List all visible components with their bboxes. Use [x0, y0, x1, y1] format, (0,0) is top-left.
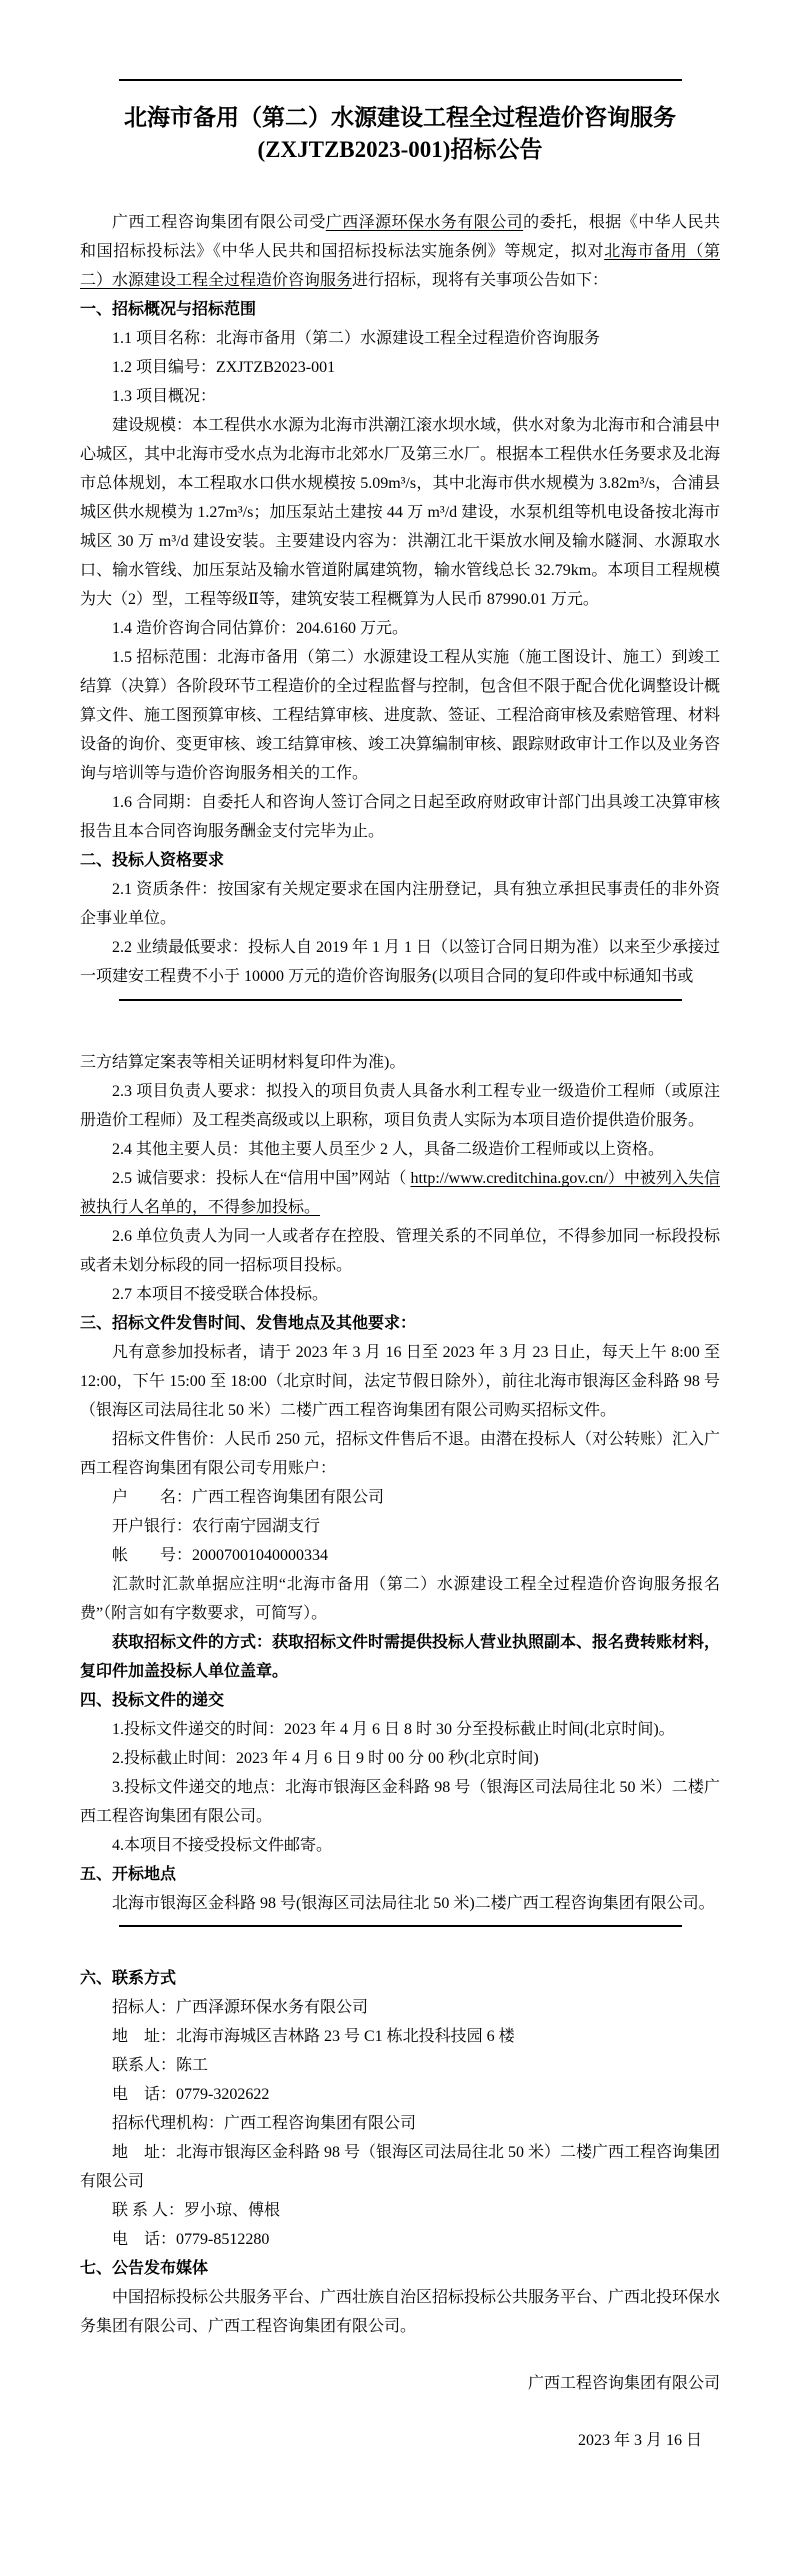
section-4-heading: 四、投标文件的递交: [80, 1692, 225, 1709]
sale-time-paragraph: 凡有意参加投标者，请于 2023 年 3 月 16 日至 2023 年 3 月 23 日止，每天上午 8:00 至 12:00，下午 15:00 至 18:00（北京时间，法定节假日除外），前往北海市银海区金科路 98 号（银海区司法局往北 50 米）二楼广西工程咨询集团有限公司购买招标文件。: [80, 1344, 720, 1419]
agency-address-line: 地 址：北海市银海区金科路 98 号（银海区司法局往北 50 米）二楼广西工程咨询集团有限公司: [80, 2144, 721, 2190]
section-7-heading: 七、公告发布媒体: [80, 2260, 209, 2277]
section-3-heading: 三、招标文件发售时间、发售地点及其他要求：: [80, 1315, 417, 1332]
account-number-line: 帐 号：20007001040000334: [112, 1547, 329, 1564]
publication-media-paragraph: 中国招标投标公共服务平台、广西壮族自治区招标投标公共服务平台、广西北投环保水务集团有限公司、广西工程咨询集团有限公司。: [80, 2289, 721, 2335]
obtain-documents-paragraph: 获取招标文件的方式：获取招标文件时需提供投标人营业执照副本、报名费转账材料，复印件加盖投标人单位盖章。: [80, 1634, 721, 1680]
clause-2-1: 2.1 资质条件：按国家有关规定要求在国内注册登记，具有独立承担民事责任的非外资企事业单位。: [80, 881, 720, 927]
account-name-line: 户 名：广西工程咨询集团有限公司: [112, 1489, 385, 1506]
section-6-heading: 六、联系方式: [80, 1970, 177, 1987]
clause-2-2-part2: 三方结算定案表等相关证明材料复印件为准)。: [80, 1054, 406, 1071]
section-2-heading: 二、投标人资格要求: [80, 852, 225, 869]
construction-scale-paragraph: 建设规模：本工程供水水源为北海市洪潮江滚水坝水域，供水对象为北海市和合浦县中心城区，其中北海市受水点为北海市北郊水厂及第三水厂。根据本工程供水任务要求及北海市总体规划，本工程取水口供水规模按 5.09m³/s，其中北海市供水规模为 3.82m³/s，合浦县城区供水规模为 1.27m³/s；加压泵站土建按 44 万 m³/d 建设，水泵机组等机电设备按北海市城区 30 万 m³/d 建设安装。主要建设内容为：洪潮江北干渠放水闸及输水隧洞、水源取水口、输水管线、加压泵站及输水管道附属建筑物，输水管线总长 32.79km。本项目工程规模为大（2）型，工程等级Ⅱ等，建筑安装工程概算为人民币 87990.01 万元。: [80, 417, 721, 608]
clause-2-5-underlined: ）中被列入失信被执行人名单的，不得参加投标。: [80, 1170, 720, 1216]
deadline-line: 2.投标截止时间：2023 年 4 月 6 日 9 时 00 分 00 秒(北京时间): [112, 1750, 539, 1767]
intro-text-3: 进行招标，现将有关事项公告如下：: [352, 272, 609, 289]
clause-2-7: 2.7 本项目不接受联合体投标。: [112, 1286, 329, 1303]
signature-company: 广西工程咨询集团有限公司: [527, 2375, 720, 2392]
sale-price-paragraph: 招标文件售价：人民币 250 元，招标文件售后不退。由潜在投标人（对公转账）汇入广西工程咨询集团有限公司专用账户：: [80, 1431, 721, 1477]
section-1-heading: 一、招标概况与招标范围: [80, 301, 257, 318]
signature-date: 2023 年 3 月 16 日: [577, 2432, 702, 2449]
agency-contact-line: 联 系 人：罗小琼、傅根: [112, 2202, 281, 2219]
clause-2-3: 2.3 项目负责人要求：拟投入的项目负责人具备水利工程专业一级造价工程师（或原注册造价工程师）及工程类高级或以上职称，项目负责人实际为本项目造价提供造价服务。: [80, 1083, 720, 1129]
clause-1-2: 1.2 项目编号：ZXJTZB2023-001: [112, 359, 336, 376]
tenderer-line: 招标人：广西泽源环保水务有限公司: [112, 1999, 369, 2016]
agency-line: 招标代理机构：广西工程咨询集团有限公司: [112, 2115, 417, 2132]
project-name-underlined: 北海市备用（第二）水源建设工程全过程造价咨询服务: [80, 243, 720, 289]
bid-opening-place-paragraph: 北海市银海区金科路 98 号(银海区司法局往北 50 米)二楼广西工程咨询集团有限公司。: [112, 1895, 715, 1912]
document-title: [80, 102, 720, 166]
credit-china-link[interactable]: http://www.creditchina.gov.cn/: [410, 1170, 608, 1187]
document-title-line1: 北海市备用（第二）水源建设工程全过程造价咨询服务: [124, 105, 676, 130]
intro-paragraph: [80, 208, 720, 295]
remittance-note-paragraph: 汇款时汇款单据应注明“北海市备用（第二）水源建设工程全过程造价咨询服务报名费”（附言如有字数要求，可简写）。: [80, 1576, 720, 1622]
clause-2-5: [80, 1164, 720, 1222]
clause-1-3: 1.3 项目概况：: [112, 388, 217, 405]
intro-text-1: 广西工程咨询集团有限公司受: [112, 214, 326, 231]
agency-phone-line: 电 话：0779-8512280: [112, 2231, 270, 2248]
clause-1-4: 1.4 造价咨询合同估算价：204.6160 万元。: [112, 620, 409, 637]
no-mailing-line: 4.本项目不接受投标文件邮寄。: [112, 1837, 333, 1854]
intro-text-2: 的委托，根据《中华人民共和国招标投标法》《中华人民共和国招标投标法实施条例》等规定，拟对: [80, 214, 720, 260]
clause-2-2-part1: 2.2 业绩最低要求：投标人自 2019 年 1 月 1 日（以签订合同日期为准）以来至少承接过一项建安工程费不小于 10000 万元的造价咨询服务(以项目合同的复印件或中标通知书或: [80, 939, 721, 985]
document-title-line2: (ZXJTZB2023-001)招标公告: [257, 137, 543, 162]
clause-1-6: 1.6 合同期：自委托人和咨询人签订合同之日起至政府财政审计部门出具竣工决算审核报告且本合同咨询服务酬金支付完毕为止。: [80, 794, 720, 840]
section-5-heading: 五、开标地点: [80, 1866, 177, 1883]
tenderer-phone-line: 电 话：0779-3202622: [112, 2086, 270, 2103]
clause-1-5: 1.5 招标范围：北海市备用（第二）水源建设工程从实施（施工图设计、施工）到竣工结算（决算）各阶段环节工程造价的全过程监督与控制，包含但不限于配合优化调整设计概算文件、施工图预算审核、工程结算审核、进度款、签证、工程洽商审核及索赔管理、材料设备的询价、变更审核、竣工结算审核、竣工决算编制审核、跟踪财政审计工作以及业务咨询与培训等与造价咨询服务相关的工作。: [80, 649, 721, 782]
page-header-rule: [119, 79, 682, 81]
page-divider-2: [119, 1925, 682, 1927]
submission-time-line: 1.投标文件递交的时间：2023 年 4 月 6 日 8 时 30 分至投标截止时间(北京时间)。: [112, 1721, 675, 1738]
client-name-underlined: 广西泽源环保水务有限公司: [325, 214, 524, 231]
clause-1-1: 1.1 项目名称：北海市备用（第二）水源建设工程全过程造价咨询服务: [112, 330, 601, 347]
submission-place-line: 3.投标文件递交的地点：北海市银海区金科路 98 号（银海区司法局往北 50 米）二楼广西工程咨询集团有限公司。: [80, 1779, 720, 1825]
clause-2-5-text: 2.5 诚信要求：投标人在“信用中国”网站（: [112, 1170, 411, 1187]
page-divider-1: [119, 999, 682, 1001]
tenderer-address-line: 地 址：北海市海城区吉林路 23 号 C1 栋北投科技园 6 楼: [112, 2028, 515, 2045]
document-page: [0, 79, 800, 2568]
clause-2-6: 2.6 单位负责人为同一人或者存在控股、管理关系的不同单位，不得参加同一标段投标或者未划分标段的同一招标项目投标。: [80, 1228, 720, 1274]
tenderer-contact-line: 联系人：陈工: [112, 2057, 209, 2074]
clause-2-4: 2.4 其他主要人员：其他主要人员至少 2 人，具备二级造价工程师或以上资格。: [112, 1141, 665, 1158]
bank-line: 开户银行：农行南宁园湖支行: [112, 1518, 321, 1535]
